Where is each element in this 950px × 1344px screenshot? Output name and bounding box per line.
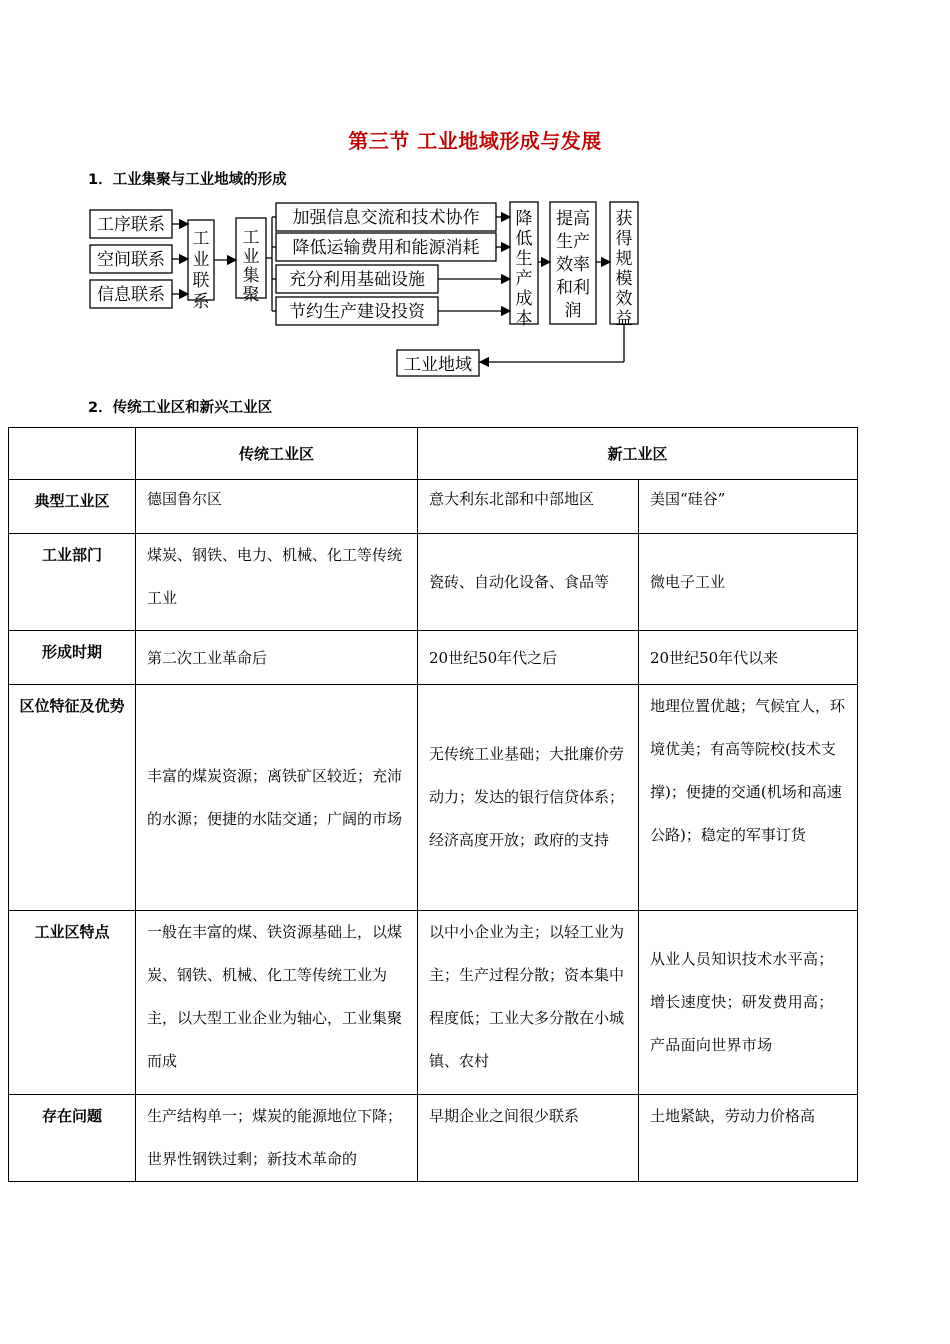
- table-header-row: [9, 428, 858, 480]
- diagram-char: 本: [515, 309, 533, 329]
- diagram-char: 生产: [556, 232, 590, 252]
- diagram-char: 模: [615, 269, 633, 289]
- cell-new-1: 早期企业之间很少联系: [429, 1107, 580, 1125]
- cell-traditional: 煤炭、钢铁、电力、机械、化工等传统工业: [147, 546, 403, 607]
- cell-new-1: 无传统工业基础；大批廉价劳动力；发达的银行信贷体系；经济高度开放；政府的支持: [429, 745, 625, 849]
- diagram-char: 低: [515, 229, 533, 249]
- info-link-label: 信息联系: [97, 285, 165, 305]
- cell-new-1: 瓷砖、自动化设备、食品等: [429, 572, 610, 591]
- table-row: [9, 911, 858, 1095]
- header-new: 新工业区: [418, 428, 858, 480]
- diagram-char: 工: [192, 229, 210, 249]
- table-row: [9, 1095, 858, 1182]
- diagram-char: 联: [192, 271, 210, 291]
- spatial-link-label: 空间联系: [97, 250, 165, 270]
- row-label: 存在问题: [9, 1095, 136, 1182]
- diagram-char: 业: [242, 247, 260, 267]
- diagram-char: 规: [615, 249, 633, 269]
- scale-benefit-label: [616, 209, 633, 329]
- agglomeration-label: [243, 228, 260, 305]
- diagram-char: 获: [615, 209, 633, 229]
- diagram-char: 效: [615, 289, 633, 309]
- comparison-table: [8, 427, 858, 1182]
- diagram-char: 益: [615, 309, 633, 329]
- diagram-char: 工: [242, 228, 260, 248]
- diagram-char: 效率: [556, 255, 590, 275]
- table-row: [9, 631, 858, 685]
- diagram-char: 产: [515, 269, 533, 289]
- diagram-char: 成: [515, 289, 533, 309]
- section-2-heading: 2．传统工业区和新兴工业区: [88, 400, 273, 416]
- diagram-char: 降: [515, 209, 533, 229]
- section-1-heading: 1．工业集聚与工业地域的形成: [88, 172, 287, 188]
- benefit-label-3: 充分利用基础设施: [289, 270, 425, 290]
- cell-traditional: 第二次工业革命后: [147, 648, 268, 667]
- cell-new-1: 以中小企业为主；以轻工业为主；生产过程分散；资本集中程度低；工业大多分散在小城镇、农村: [429, 923, 625, 1070]
- row-label: 区位特征及优势: [9, 685, 136, 911]
- cell-traditional: 生产结构单一；煤炭的能源地位下降；世界性钢铁过剩；新技术革命的: [147, 1107, 403, 1168]
- industrial-region-label: 工业地域: [404, 355, 472, 375]
- diagram-char: 得: [615, 229, 633, 249]
- cell-new-2: 20世纪50年代以来: [650, 648, 779, 667]
- cell-new-2: 微电子工业: [650, 572, 726, 591]
- row-label: 形成时期: [9, 631, 136, 685]
- table-row: [9, 534, 858, 631]
- industrial-link-label: [193, 229, 210, 312]
- diagram-char: 聚: [242, 285, 260, 305]
- table-row: [9, 685, 858, 911]
- cell-traditional: 一般在丰富的煤、铁资源基础上，以煤炭、钢铁、机械、化工等传统工业为主，以大型工业企业为轴心，工业集聚而成: [147, 923, 403, 1070]
- benefit-label-1: 加强信息交流和技术协作: [292, 208, 480, 228]
- cell-new-2: 从业人员知识技术水平高；增长速度快；研发费用高；产品面向世界市场: [650, 950, 834, 1054]
- diagram-char: 业: [192, 250, 210, 270]
- header-empty-cell: [9, 428, 136, 480]
- diagram-char: 生: [515, 249, 533, 269]
- diagram-char: 集: [242, 266, 260, 286]
- cell-traditional: 德国鲁尔区: [147, 490, 223, 508]
- lower-cost-label: [516, 209, 533, 329]
- diagram-char: 提高: [556, 209, 590, 229]
- benefit-label-4: 节约生产建设投资: [289, 302, 425, 322]
- process-link-label: 工序联系: [97, 215, 165, 235]
- cell-traditional: 丰富的煤炭资源；离铁矿区较近；充沛的水源；便捷的水陆交通；广阔的市场: [147, 766, 403, 828]
- page-title: 第三节 工业地域形成与发展: [348, 129, 602, 153]
- row-label: 工业区特点: [9, 911, 136, 1095]
- efficiency-label: [556, 209, 590, 321]
- row-label: 典型工业区: [9, 480, 136, 534]
- cell-new-1: 20世纪50年代之后: [429, 648, 558, 667]
- header-traditional: 传统工业区: [136, 428, 418, 480]
- diagram-char: 和利: [556, 278, 590, 298]
- table-row: [9, 480, 858, 534]
- cell-new-2: 地理位置优越；气候宜人，环境优美；有高等院校(技术支撑)；便捷的交通(机场和高速公路)；稳定的军事订货: [650, 697, 846, 844]
- diagram-char: 系: [192, 292, 210, 312]
- industrial-region-formation-diagram: [0, 190, 950, 380]
- benefit-label-2: 降低运输费用和能源消耗: [292, 238, 480, 258]
- cell-new-2: 美国“硅谷”: [650, 490, 726, 508]
- diagram-char: 润: [564, 301, 582, 321]
- cell-new-1: 意大利东北部和中部地区: [429, 490, 595, 508]
- row-label: 工业部门: [9, 534, 136, 631]
- cell-new-2: 土地紧缺，劳动力价格高: [650, 1107, 816, 1125]
